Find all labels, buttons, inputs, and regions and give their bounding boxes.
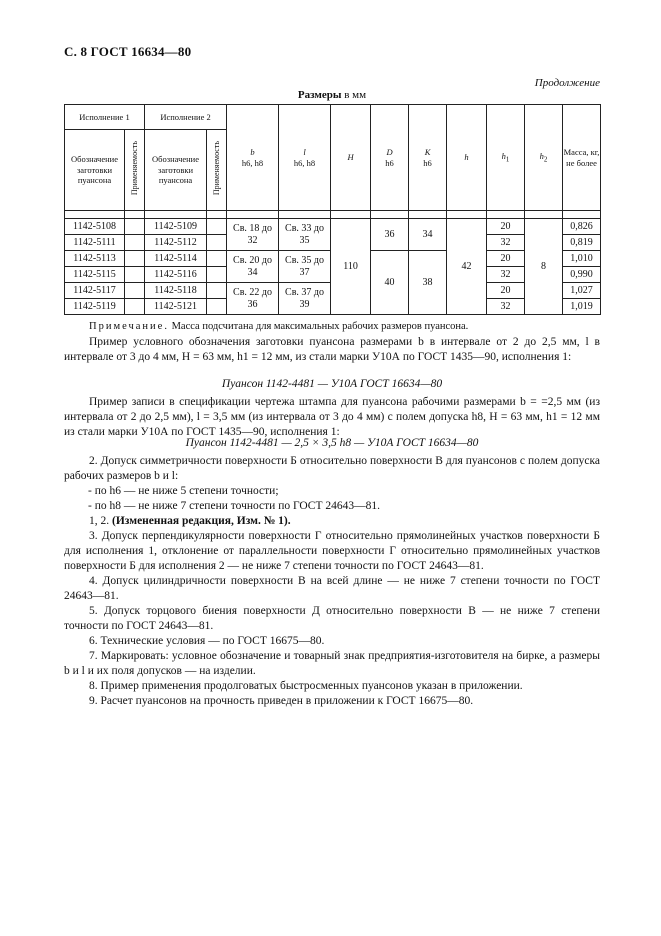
table-row <box>65 219 601 235</box>
item-2-a: - по h6 — не ниже 5 степени точности; <box>88 485 279 497</box>
cell-b: Св. 20 до 34 <box>227 251 279 283</box>
item-5: 5. Допуск торцового биения поверхности Д относительно поверхности В — не ниже 7 степени точности по ГОСТ 24643—81. <box>64 605 600 632</box>
cell-K: 34 <box>409 219 447 251</box>
header-D-symbol: D <box>386 146 393 157</box>
header-h: h <box>447 105 487 211</box>
cell-h1: 20 <box>487 251 525 267</box>
dimensions-table <box>64 104 601 315</box>
cell-l: Св. 33 до 35 <box>279 219 331 251</box>
cell-prim2 <box>207 219 227 235</box>
header-D-tolerance: h6 <box>385 157 394 168</box>
note-text: Масса подсчитана для максимальных рабочих размеров пуансона. <box>168 321 469 332</box>
sizes-caption-units: в мм <box>341 89 367 101</box>
gap-cell <box>409 211 447 219</box>
header-l-symbol: l <box>303 146 306 157</box>
page-header: С. 8 ГОСТ 16634—80 <box>64 44 192 59</box>
cell-prim2 <box>207 251 227 267</box>
redaction-bold: (Измененная редакция, Изм. № 1). <box>112 515 291 527</box>
cell-H: 110 <box>331 219 371 315</box>
cell-isp2: 1142-5118 <box>145 283 207 299</box>
header-h1 <box>487 105 525 211</box>
cell-b: Св. 22 до 36 <box>227 283 279 315</box>
cell-isp2: 1142-5112 <box>145 235 207 251</box>
cell-mass: 0,990 <box>563 267 601 283</box>
cell-D: 36 <box>371 219 409 251</box>
header-b <box>227 105 279 211</box>
header-h2-index: 2 <box>543 155 548 164</box>
item-2-b: - по h8 — не ниже 7 степени точности по ГОСТ 24643—81. <box>88 500 380 512</box>
cell-isp2: 1142-5109 <box>145 219 207 235</box>
cell-mass: 0,826 <box>563 219 601 235</box>
cell-h1: 32 <box>487 235 525 251</box>
redaction-note <box>64 514 600 529</box>
cell-prim1 <box>125 235 145 251</box>
header-oboznachenie-1: Обозначение заготовки пуансона <box>65 130 125 211</box>
cell-h2: 8 <box>525 219 563 315</box>
cell-l: Св. 37 до 39 <box>279 283 331 315</box>
item-6: 6. Технические условия — по ГОСТ 16675—80. <box>89 635 325 647</box>
header-h2-symbol: h <box>539 150 544 161</box>
cell-D: 40 <box>371 251 409 315</box>
gap-cell <box>125 211 145 219</box>
cell-mass: 1,027 <box>563 283 601 299</box>
header-primenyaemost-2 <box>207 130 227 211</box>
item-2: 2. Допуск симметричности поверхности Б относительно поверхности В для пуансонов с полем допуска рабочих размеров b и l: <box>64 455 600 482</box>
cell-mass: 0,819 <box>563 235 601 251</box>
cell-h: 42 <box>447 219 487 315</box>
cell-isp1: 1142-5108 <box>65 219 125 235</box>
example2-formula: Пуансон 1142-4481 — 2,5 × 3,5 h8 — У10А ГОСТ 16634—80 <box>185 437 479 449</box>
item-7: 7. Маркировать: условное обозначение и товарный знак предприятия-изготовителя на бирке, а размеры b и l и их поля допусков — на изделии. <box>64 650 600 677</box>
item-3: 3. Допуск перпендикулярности поверхности Г относительно прямолинейных участков поверхности Б для исполнения 1, отклонение от параллельности поверхности Г относительно прямолинейных участков поверхности Б для исполнения 2 — не ниже 7 степени точности по ГОСТ 24643—81. <box>64 530 600 572</box>
cell-isp2: 1142-5121 <box>145 299 207 315</box>
sizes-caption-bold: Размеры <box>297 89 342 101</box>
header-b-symbol: b <box>250 146 255 157</box>
gap-cell <box>371 211 409 219</box>
gap-cell <box>331 211 371 219</box>
cell-prim1 <box>125 283 145 299</box>
item-4: 4. Допуск цилиндричности поверхности В на всей длине — не ниже 7 степени точности по ГОСТ 24643—81. <box>64 575 600 602</box>
cell-prim1 <box>125 267 145 283</box>
cell-isp2: 1142-5114 <box>145 251 207 267</box>
sizes-caption <box>64 89 600 101</box>
header-K <box>409 105 447 211</box>
cell-prim2 <box>207 235 227 251</box>
item-9: 9. Расчет пуансонов на прочность приведен в приложении к ГОСТ 16675—80. <box>89 695 474 707</box>
redaction-prefix: 1, 2. <box>89 515 112 527</box>
header-oboznachenie-2: Обозначение заготовки пуансона <box>145 130 207 211</box>
cell-isp2: 1142-5116 <box>145 267 207 283</box>
note-label: Примечание. <box>89 321 169 332</box>
cell-prim1 <box>125 219 145 235</box>
cell-h1: 20 <box>487 219 525 235</box>
header-ispolnenie-1: Исполнение 1 <box>65 105 145 130</box>
cell-mass: 1,019 <box>563 299 601 315</box>
cell-mass: 1,010 <box>563 251 601 267</box>
header-K-symbol: K <box>424 146 431 157</box>
header-H: H <box>331 105 371 211</box>
gap-cell <box>227 211 279 219</box>
header-b-tolerance: h6, h8 <box>241 157 264 168</box>
cell-isp1: 1142-5115 <box>65 267 125 283</box>
gap-cell <box>65 211 125 219</box>
gap-cell <box>563 211 601 219</box>
cell-prim2 <box>207 267 227 283</box>
example2-intro: Пример записи в спецификации чертежа штампа для пуансона рабочими размерами b = =2,5 мм (из интервала от 2 до 2,5 мм), l = 3,5 мм (из интервала от 3 до 4 мм) с полем допуска h8, H = 63 мм, h1 = 12 мм из стали марки У10А по ГОСТ 1435—90, исполнения 1: <box>64 396 600 438</box>
header-h1-index: 1 <box>505 155 510 164</box>
cell-K: 38 <box>409 251 447 315</box>
gap-cell <box>145 211 207 219</box>
table-note <box>64 319 600 334</box>
cell-prim1 <box>125 299 145 315</box>
example1-intro: Пример условного обозначения заготовки пуансона размерами b в интервале от 2 до 2,5 мм, l в интервале от 3 до 4 мм, H = 63 мм, h1 = 12 мм, из стали марки У10А по ГОСТ 1435—90, исполнения 1: <box>64 336 600 363</box>
cell-h1: 32 <box>487 299 525 315</box>
cell-l: Св. 35 до 37 <box>279 251 331 283</box>
header-primenyaemost-1 <box>125 130 145 211</box>
gap-cell <box>487 211 525 219</box>
cell-h1: 20 <box>487 283 525 299</box>
cell-prim2 <box>207 283 227 299</box>
header-l <box>279 105 331 211</box>
header-D <box>371 105 409 211</box>
cell-isp1: 1142-5117 <box>65 283 125 299</box>
continuation-label: Продолжение <box>534 77 600 89</box>
gap-cell <box>447 211 487 219</box>
header-l-tolerance: h6, h8 <box>293 157 316 168</box>
cell-b: Св. 18 до 32 <box>227 219 279 251</box>
header-K-tolerance: h6 <box>423 157 432 168</box>
cell-isp1: 1142-5119 <box>65 299 125 315</box>
gap-cell <box>279 211 331 219</box>
cell-h1: 32 <box>487 267 525 283</box>
gap-cell <box>207 211 227 219</box>
header-ispolnenie-2: Исполнение 2 <box>145 105 227 130</box>
cell-prim2 <box>207 299 227 315</box>
cell-prim1 <box>125 251 145 267</box>
primenyaemost-label-1: Применяемость <box>129 141 139 196</box>
header-h1-symbol: h <box>501 150 506 161</box>
header-h2 <box>525 105 563 211</box>
gap-cell <box>525 211 563 219</box>
item-8: 8. Пример применения продолговатых быстросменных пуансонов указан в приложении. <box>89 680 523 692</box>
primenyaemost-label-2: Применяемость <box>211 141 221 196</box>
example1-formula: Пуансон 1142-4481 — У10А ГОСТ 16634—80 <box>221 378 443 390</box>
cell-isp1: 1142-5113 <box>65 251 125 267</box>
header-massa: Масса, кг, не более <box>563 105 601 211</box>
cell-isp1: 1142-5111 <box>65 235 125 251</box>
